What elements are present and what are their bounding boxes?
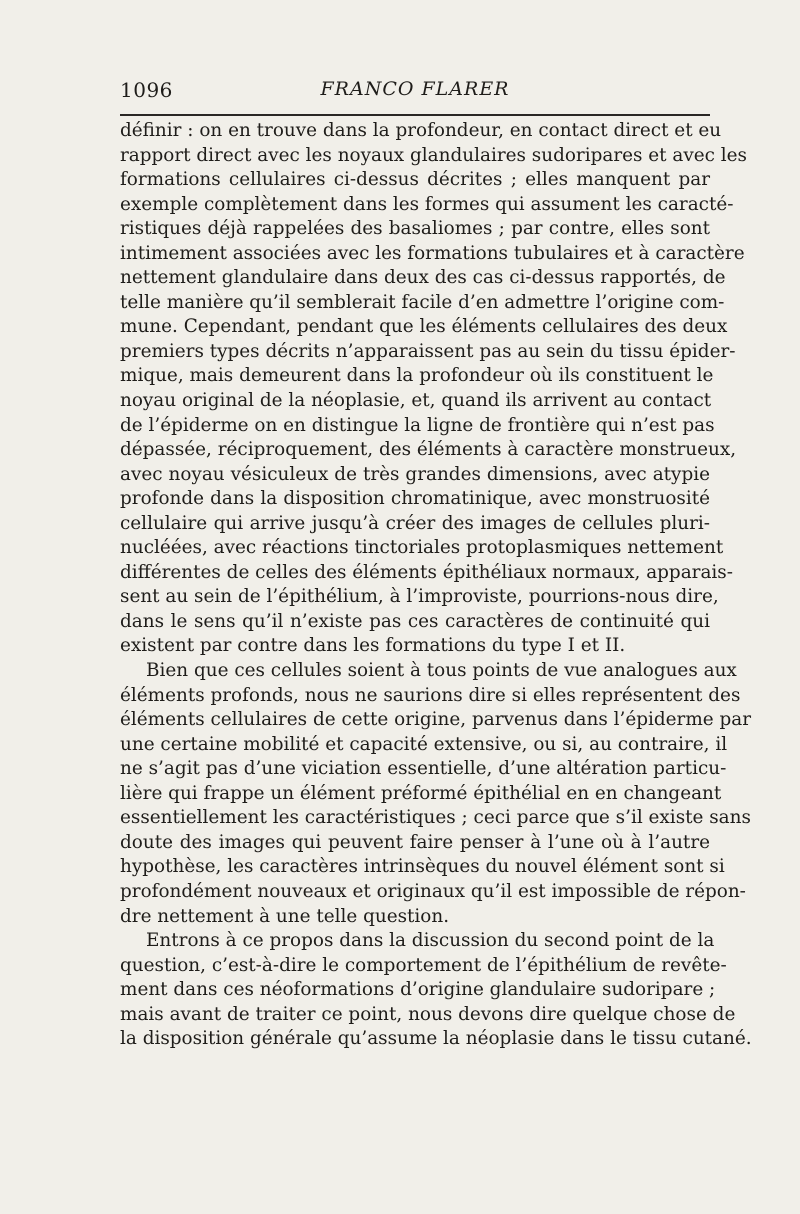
header-rule bbox=[120, 114, 710, 116]
text-line: mique, mais demeurent dans la profondeur où ils constituent le bbox=[120, 365, 714, 387]
paragraph bbox=[120, 659, 752, 929]
text-line: mais avant de traiter ce point, nous devons dire quelque chose de bbox=[120, 1003, 736, 1025]
text-line: intimement associées avec les formations tubulaires et à caractère bbox=[120, 242, 745, 264]
page-number: 1096 bbox=[120, 78, 173, 102]
text-line: la disposition générale qu’assume la néoplasie dans le tissu cutané. bbox=[120, 1028, 752, 1050]
running-head: FRANCO FLARER bbox=[320, 78, 510, 100]
text-line: différentes de celles des éléments épithéliaux normaux, apparais- bbox=[120, 561, 733, 583]
text-line: ristiques déjà rappelées des basaliomes ; par contre, elles sont bbox=[120, 218, 710, 240]
text-line: question, c’est-à-dire le comportement de l’épithélium de revête- bbox=[120, 954, 727, 976]
text-line: telle manière qu’il semblerait facile d’en admettre l’origine com- bbox=[120, 291, 725, 313]
text-line: nucléées, avec réactions tinctoriales protoplasmiques nettement bbox=[120, 537, 724, 559]
text-line: dépassée, réciproquement, des éléments à caractère monstrueux, bbox=[120, 439, 737, 461]
text-line: rapport direct avec les noyaux glandulaires sudoripares et avec les bbox=[120, 144, 747, 166]
text-line: ment dans ces néoformations d’origine glandulaire sudoripare ; bbox=[120, 979, 716, 1001]
text-line: Entrons à ce propos dans la discussion du second point de la bbox=[146, 930, 715, 952]
text-line: doute des images qui peuvent faire penser à l’une où à l’autre bbox=[120, 831, 710, 853]
paragraph bbox=[120, 119, 747, 659]
text-line: premiers types décrits n’apparaissent pas au sein du tissu épider- bbox=[120, 340, 736, 362]
text-line: formations cellulaires ci-dessus décrites ; elles manquent par bbox=[120, 169, 710, 191]
text-line: noyau original de la néoplasie, et, quand ils arrivent au contact bbox=[120, 390, 712, 412]
text-line: avec noyau vésiculeux de très grandes dimensions, avec atypie bbox=[120, 463, 710, 485]
text-line: existent par contre dans les formations du type I et II. bbox=[120, 635, 626, 657]
paragraph bbox=[120, 929, 752, 1052]
text-line: exemple complètement dans les formes qui assument les caracté- bbox=[120, 193, 734, 215]
text-line: de l’épiderme on en distingue la ligne de frontière qui n’est pas bbox=[120, 414, 715, 436]
text-line: profonde dans la disposition chromatinique, avec monstruosité bbox=[120, 488, 710, 510]
text-line: hypothèse, les caractères intrinsèques du nouvel élément sont si bbox=[120, 856, 725, 878]
page-header bbox=[120, 78, 710, 104]
text-line: définir : on en trouve dans la profondeur, en contact direct et eu bbox=[120, 120, 722, 141]
text-line: nettement glandulaire dans deux des cas ci-dessus rapportés, de bbox=[120, 267, 726, 289]
text-line: ne s’agit pas d’une viciation essentielle, d’une altération particu- bbox=[120, 758, 727, 780]
text-line: mune. Cependant, pendant que les éléments cellulaires des deux bbox=[120, 316, 728, 338]
text-line: essentiellement les caractéristiques ; ceci parce que s’il existe sans bbox=[120, 807, 751, 829]
text-line: éléments profonds, nous ne saurions dire si elles représentent des bbox=[120, 684, 741, 706]
text-line: une certaine mobilité et capacité extensive, ou si, au contraire, il bbox=[120, 733, 728, 755]
text-line: Bien que ces cellules soient à tous points de vue analogues aux bbox=[146, 660, 737, 682]
text-line: éléments cellulaires de cette origine, parvenus dans l’épiderme par bbox=[120, 709, 752, 731]
text-line: cellulaire qui arrive jusqu’à créer des images de cellules pluri- bbox=[120, 512, 710, 534]
text-line: sent au sein de l’épithélium, à l’improviste, pourrions-nous dire, bbox=[120, 586, 719, 608]
text-line: profondément nouveaux et originaux qu’il est impossible de répon- bbox=[120, 880, 746, 902]
text-line: dans le sens qu’il n’existe pas ces caractères de continuité qui bbox=[120, 610, 710, 632]
body-text bbox=[120, 119, 752, 1052]
text-line: dre nettement à une telle question. bbox=[120, 905, 450, 927]
text-line: lière qui frappe un élément préformé épithélial en en changeant bbox=[120, 782, 722, 804]
